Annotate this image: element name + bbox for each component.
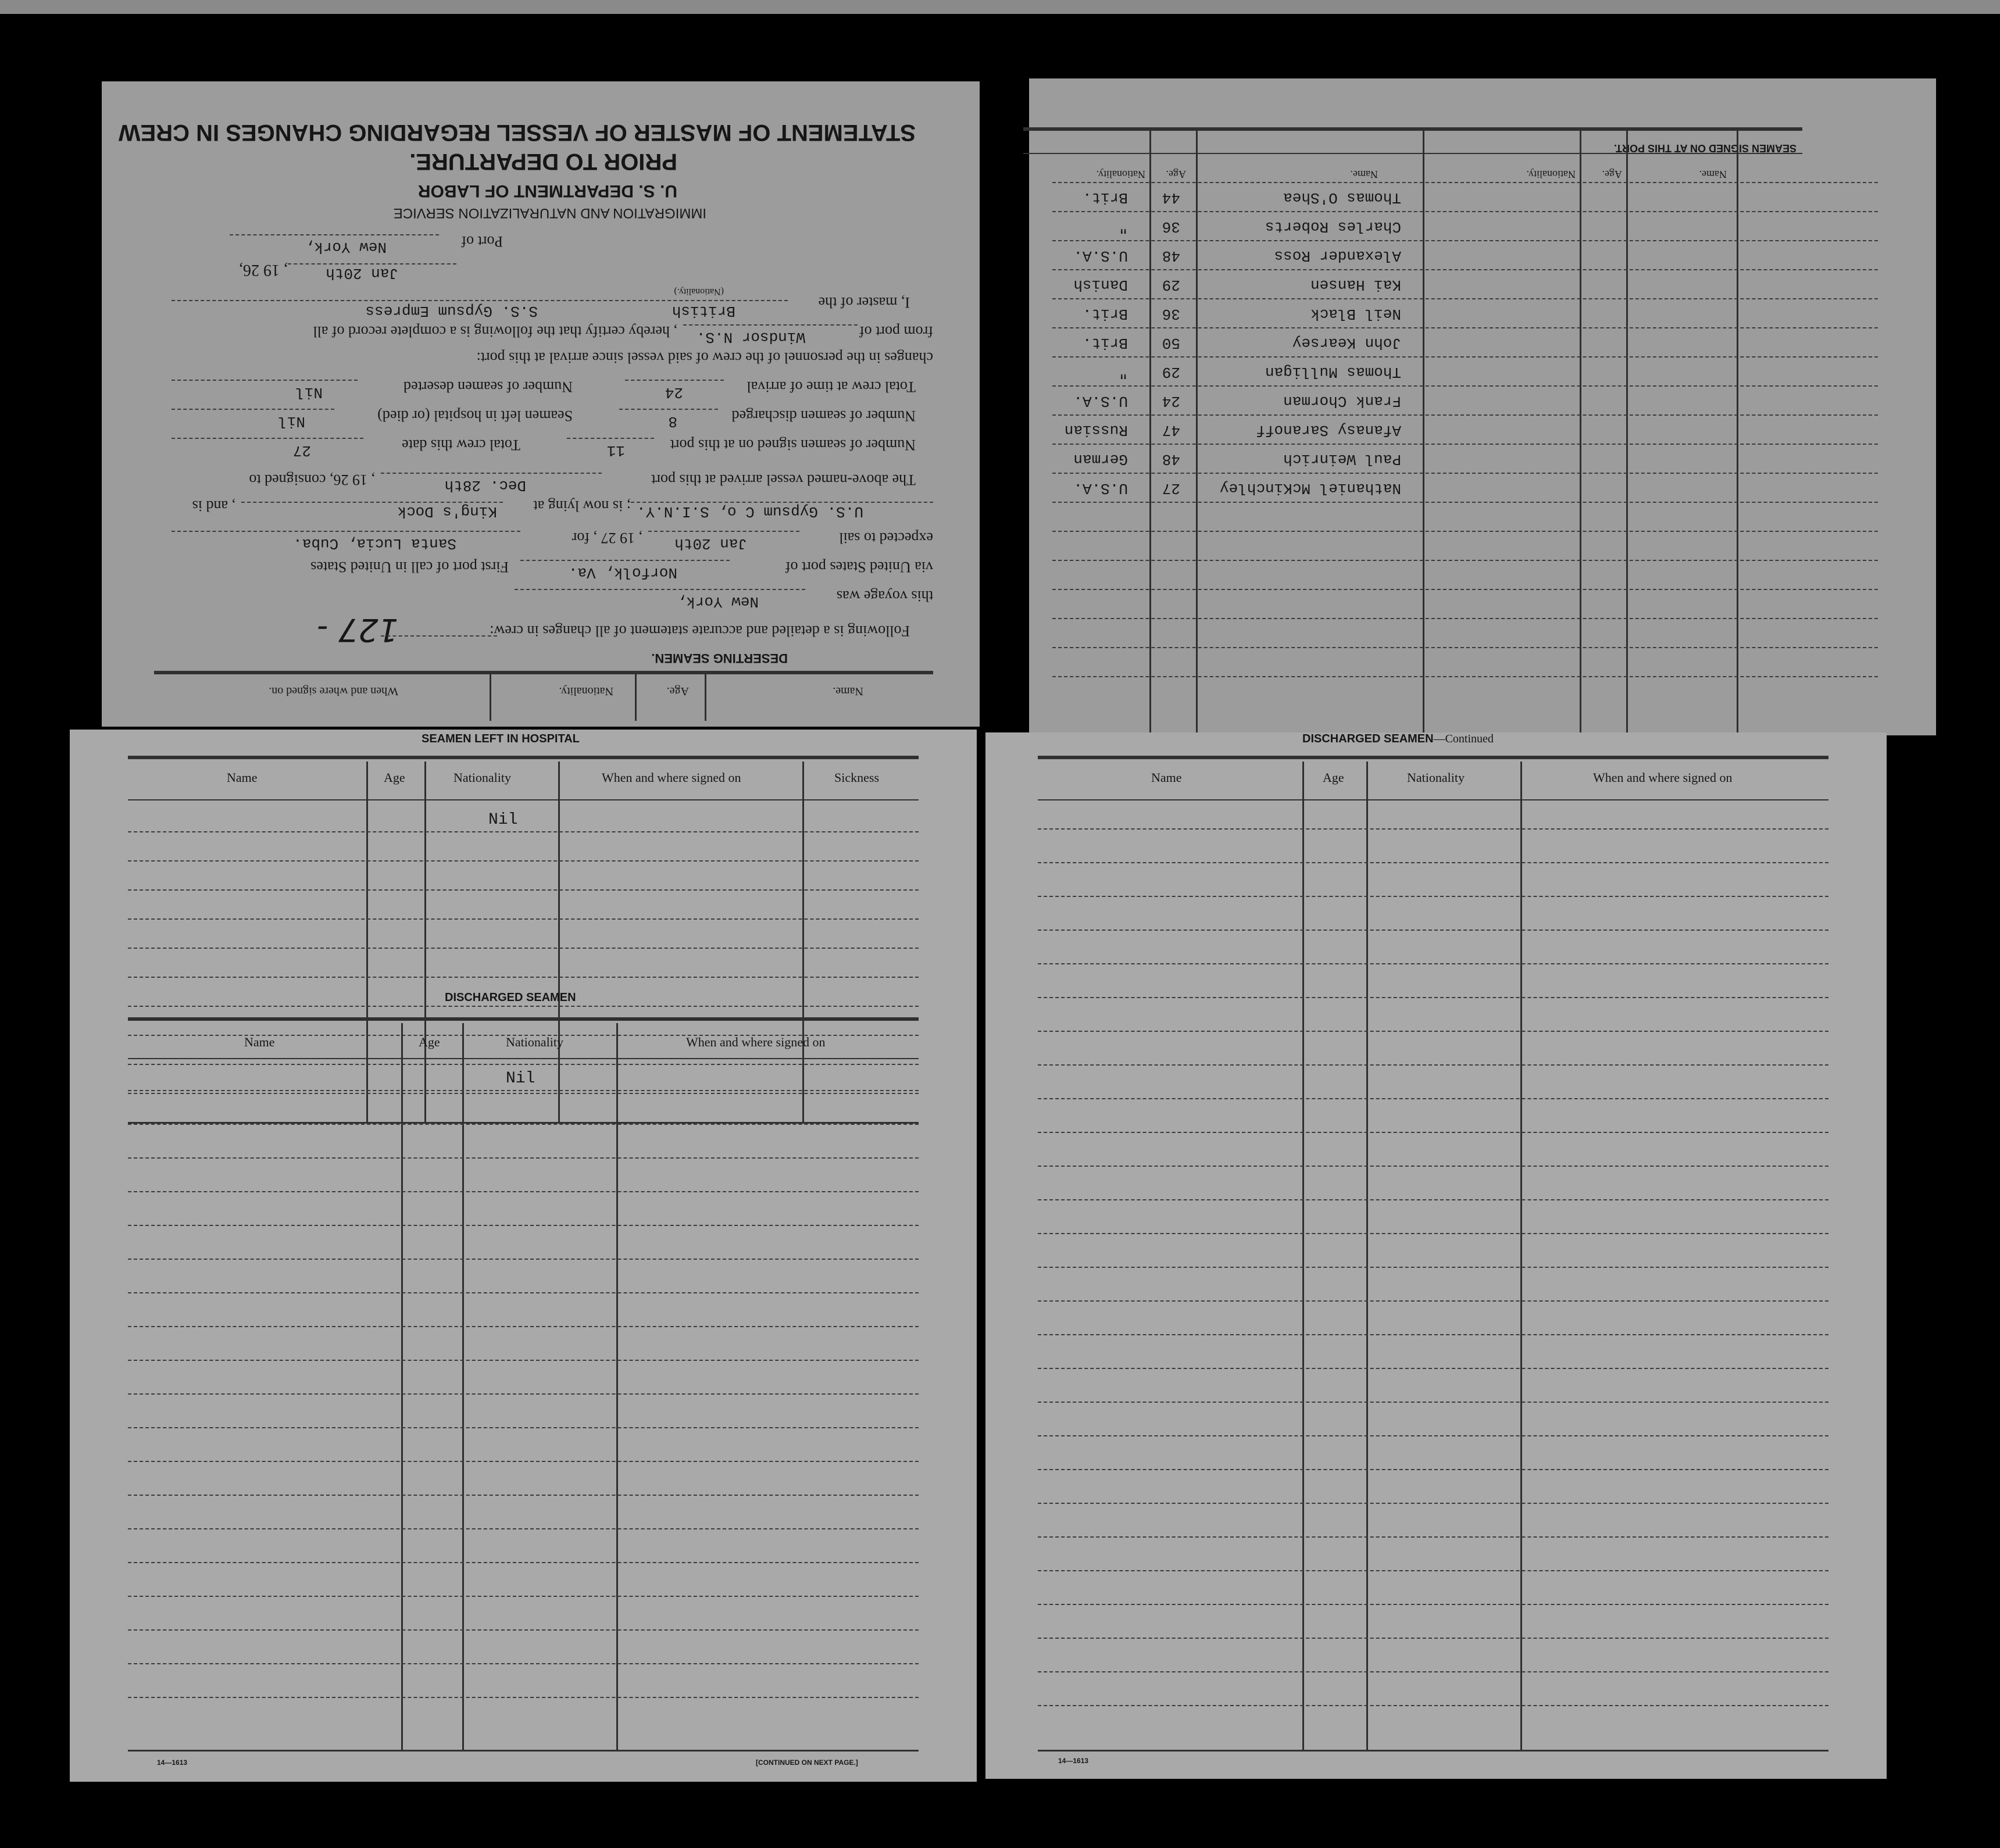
discharged-col-nationality: Nationality [506,1035,563,1049]
crew-nationality: " [1119,218,1128,235]
destination-value: Santa Lucia, Cuba. [293,535,456,552]
crew-name: Neil Black [1310,305,1401,323]
hospital-col-signed-on: When and where signed on [602,770,741,785]
port-label: Port of [461,233,503,250]
lying-value: King's Dock [397,503,497,520]
table-row [1073,480,1401,497]
hospital-header: SEAMEN LEFT IN HOSPITAL [422,732,580,745]
discharged-entry: Nil [506,1070,535,1088]
crew-age: 48 [1162,247,1180,264]
top-left-form [102,81,980,727]
sail-year: , 19 27 , for [572,530,642,546]
crew-name: Kai Hansen [1310,276,1401,294]
deserted-value: Nil [295,384,323,401]
table-row [1064,421,1401,439]
discharged-continued-title: DISCHARGED SEAMEN [1302,732,1434,745]
via-text: via United States port of [785,559,933,576]
table-row [1073,276,1401,294]
deserting-col-name: Name. [833,685,863,698]
nationality-value: British [672,302,735,320]
continued-col-name: Name [1151,770,1182,785]
crew-age: 47 [1162,421,1180,439]
expected-text: expected to sail [839,530,933,546]
deserting-col-age: Age. [666,685,689,698]
crew-nationality: U.S.A. [1073,480,1128,497]
total-crew-value: 24 [665,384,683,401]
crew-nationality: " [1119,363,1128,381]
crew-name: Thomas Mulligan [1265,363,1401,381]
hospital-value: Nil [278,413,305,430]
sail-value: Jan 20th [674,535,747,552]
crew-name: Charles Roberts [1265,218,1401,235]
form-title-line2: PRIOR TO DEPARTURE. [409,149,677,174]
crew-age: 36 [1162,218,1180,235]
bottom-right-page [985,732,1887,1779]
continued-col-signed-on: When and where signed on [1593,770,1733,785]
hospital-label: Seamen left in hospital (or died) [377,408,573,424]
crew-nationality: Brit. [1082,305,1128,323]
crew-name: John Kearsey [1292,334,1401,352]
crew-age: 24 [1162,392,1180,410]
deserting-col-nationality: Nationality. [559,685,613,698]
from-port-label: from port of [859,323,933,340]
discharged-header-label: DISCHARGED SEAMEN [445,991,576,1004]
crew-age: 27 [1162,480,1180,497]
total-crew-label: Total crew at time of arrival [747,378,916,395]
discharged-col-age: Age [419,1035,440,1049]
first-port-text: First port of call in United States [310,559,509,576]
hospital-entry: Nil [488,811,518,829]
total-today-label: Total crew this date [402,437,520,453]
table-row [1073,392,1401,410]
deserted-label: Number of seamen deserted [403,378,573,395]
discharged-value: 8 [668,413,677,430]
table-row [1082,334,1401,352]
crew-nationality: Russian [1064,421,1128,439]
table-row [1073,247,1401,264]
nationality-caption: (Nationality.) [674,287,724,296]
arrived-text: The above-named vessel arrived at this port [651,471,916,488]
discharged-col-name: Name [244,1035,275,1049]
discharged-continued-suffix: —Continued [1433,732,1494,745]
crew-name: Frank Chorman [1283,392,1401,410]
form-number: 14—1613 [157,1758,188,1767]
table-row [1082,305,1401,323]
discharged-grid [70,991,977,1782]
table-row [1119,218,1401,235]
signed-col-age-left: Age. [1602,169,1622,180]
consignee-value: U.S. Gypsum C o, S.I.N.Y. [636,503,863,520]
crew-nationality: Danish [1073,276,1128,294]
crew-age: 29 [1162,363,1180,381]
crew-nationality: U.S.A. [1073,392,1128,410]
crew-name: Paul Weinrich [1283,451,1401,468]
discharged-continued-header [1302,732,1494,746]
voyage-text: this voyage was [836,588,933,605]
crew-name: Thomas O'Shea [1283,189,1401,206]
hospital-col-age: Age [384,770,405,785]
signed-on-header: SEAMEN SIGNED ON AT THIS PORT. [1613,142,1797,154]
vessel-value: S.S. Gypsum Empress [365,302,538,320]
crew-age: 36 [1162,305,1180,323]
table-row [1119,363,1401,381]
continued-col-nationality: Nationality [1407,770,1465,785]
signed-col-name-right: Name. [1350,169,1378,180]
signed-on-form [1029,78,1936,735]
deserting-header: DESERTING SEAMEN. [651,651,788,666]
crew-name: Afanasy Saranoff [1256,421,1401,439]
crew-nationality: U.S.A. [1073,247,1128,264]
crew-age: 29 [1162,276,1180,294]
handwritten-number: 127 - [317,612,398,648]
arrived-year: , 19 26, consigned to [249,471,375,488]
discharged-col-signed-on: When and where signed on [686,1035,826,1049]
signed-on-value: 11 [606,442,625,459]
via-value: Norfolk, Va. [568,564,677,581]
crew-age: 50 [1162,334,1180,352]
scanner-edge [0,0,2000,14]
crew-age: 44 [1162,189,1180,206]
table-row [1082,189,1401,206]
continued-col-age: Age [1323,770,1344,785]
signed-col-age-right: Age. [1166,169,1186,180]
master-label: I, master of the [818,294,910,311]
department-label: U. S. DEPARTMENT OF LABOR [417,181,677,201]
discharged-label: Number of seamen discharged [731,408,916,424]
table-row [1073,451,1401,468]
form-year: , 19 26, [239,261,288,279]
signed-col-nat-right: Nationality. [1096,169,1145,180]
from-port-value: Windsor N.S. [696,328,805,346]
arrived-value: Dec. 28th [444,477,526,494]
crew-name: Alexander Ross [1274,247,1401,264]
continued-note: [CONTINUED ON NEXT PAGE.] [756,1758,858,1767]
hospital-col-name: Name [227,770,258,785]
voyage-value: New York, [677,593,759,610]
crew-nationality: Brit. [1082,189,1128,206]
following-text: Following is a detailed and accurate statement of all changes in crew: [490,623,910,639]
hospital-col-nationality: Nationality [453,770,511,785]
and-is-text: , and is [192,498,235,514]
lying-text: ; is now lying at [533,498,631,514]
crew-age: 48 [1162,451,1180,468]
signed-col-name-left: Name. [1699,169,1727,180]
certify-text: , hereby certify that the following is a complete record of all [313,323,677,340]
changes-text: changes in the personnel of the crew of said vessel since arrival at this port: [476,349,933,366]
service-label: IMMIGRATION AND NATURALIZATION SERVICE [393,205,706,221]
total-today-value: 27 [292,442,311,459]
signed-col-nat-left: Nationality. [1526,169,1576,180]
crew-name: Nathaniel McKinchley [1219,480,1401,497]
form-title: STATEMENT OF MASTER OF VESSEL REGARDING CHANGES IN CREW [118,120,916,145]
form-number-right: 14—1613 [1058,1757,1089,1765]
form-date: Jan 20th [326,264,398,282]
deserting-col-signed-on: When and where signed on. [269,685,398,698]
crew-nationality: German [1073,451,1128,468]
crew-nationality: Brit. [1082,334,1128,352]
hospital-col-sickness: Sickness [834,770,879,785]
port-value: New York, [305,238,387,256]
signed-on-label: Number of seamen signed on at this port [670,437,916,453]
